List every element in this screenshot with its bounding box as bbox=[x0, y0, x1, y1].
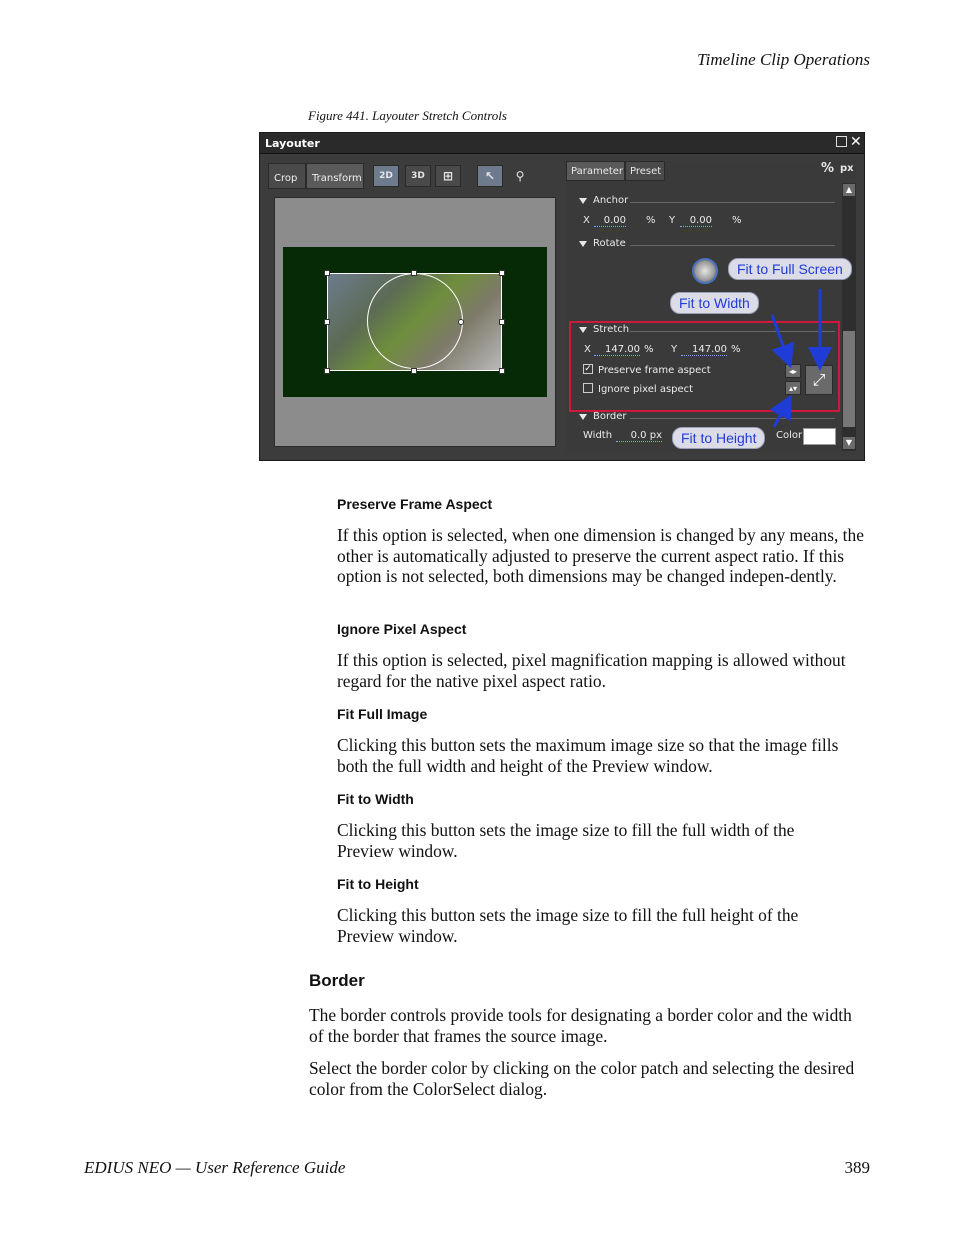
preserve-frame-aspect-checkbox[interactable]: ✓ bbox=[584, 364, 592, 374]
px-unit-toggle[interactable]: px bbox=[840, 163, 854, 174]
section-heading: Fit to Width bbox=[337, 791, 414, 807]
anchor-y-unit: % bbox=[732, 215, 742, 226]
stretch-label: Stretch bbox=[593, 324, 630, 335]
tab-preset[interactable]: Preset bbox=[625, 161, 665, 181]
section-heading: Fit to Height bbox=[337, 876, 419, 892]
fit-full-screen-button[interactable]: ⤢ bbox=[805, 365, 833, 395]
anchor-y-label: Y bbox=[669, 215, 676, 226]
section-body: If this option is selected, pixel magnification mapping is allowed without regard for the native pixel aspect ratio. bbox=[337, 650, 846, 691]
anchor-x-field[interactable]: 0.00 bbox=[594, 215, 626, 227]
section-body: Clicking this button sets the image size to fill the full width of the Preview window. bbox=[337, 820, 795, 861]
ignore-pixel-aspect-label: Ignore pixel aspect bbox=[598, 384, 694, 395]
tab-parameter[interactable]: Parameter bbox=[566, 161, 625, 181]
stretch-x-unit: % bbox=[644, 344, 654, 355]
tab-crop[interactable]: Crop bbox=[268, 163, 306, 189]
section-heading: Preserve Frame Aspect bbox=[337, 496, 493, 512]
border-width-label: Width bbox=[583, 430, 613, 441]
tab-transform[interactable]: Transform bbox=[306, 163, 364, 189]
border-paragraph: The border controls provide tools for designating a border color and the width of the border that frames the source image. bbox=[309, 1005, 852, 1046]
anchor-x-unit: % bbox=[646, 215, 656, 226]
border-heading: Border bbox=[309, 971, 365, 990]
pointer-icon[interactable]: ↖ bbox=[477, 165, 503, 187]
callout-fit-width: Fit to Width bbox=[670, 292, 759, 314]
figure-caption: Figure 441. Layouter Stretch Controls bbox=[308, 108, 507, 123]
zoom-icon[interactable]: ⚲ bbox=[507, 165, 533, 187]
anchor-y-field[interactable]: 0.00 bbox=[680, 215, 712, 227]
section-body: Clicking this button sets the maximum image size so that the image fills both the full width and height of the Preview window. bbox=[337, 735, 839, 776]
running-head: Timeline Clip Operations bbox=[697, 50, 870, 69]
fit-to-width-button[interactable]: ◂▸ bbox=[785, 364, 801, 378]
stretch-y-field[interactable]: 147.00 bbox=[681, 344, 727, 356]
grid-icon[interactable]: ⊞ bbox=[435, 165, 461, 187]
section-body: If this option is selected, when one dimension is changed by any means, the other is automatically adjusted to preserve the current aspect ratio. If this option is not selected, both dimensions may be changed indepen-dently. bbox=[337, 525, 864, 586]
window-title: Layouter bbox=[265, 137, 320, 150]
callout-fit-height: Fit to Height bbox=[672, 427, 765, 449]
callout-fit-full-screen: Fit to Full Screen bbox=[728, 258, 852, 280]
stretch-y-label: Y bbox=[671, 344, 678, 355]
stretch-y-unit: % bbox=[731, 344, 741, 355]
scroll-up-icon[interactable]: ▲ bbox=[843, 184, 855, 196]
scroll-down-icon[interactable]: ▼ bbox=[843, 437, 855, 449]
layouter-window bbox=[259, 132, 865, 461]
border-width-field[interactable]: 0.0 px bbox=[616, 430, 662, 442]
fit-to-height-button[interactable]: ▴▾ bbox=[785, 381, 801, 395]
border-label: Border bbox=[593, 411, 627, 422]
preserve-frame-aspect-label: Preserve frame aspect bbox=[598, 365, 711, 376]
page-number: 389 bbox=[844, 1158, 870, 1177]
section-body: Clicking this button sets the image size to fill the full height of the Preview window. bbox=[337, 905, 799, 946]
anchor-x-label: X bbox=[583, 215, 590, 226]
mode-2d-button[interactable]: 2D bbox=[373, 165, 399, 187]
rotate-label: Rotate bbox=[593, 238, 626, 249]
mode-3d-button[interactable]: 3D bbox=[405, 165, 431, 187]
stretch-x-label: X bbox=[584, 344, 591, 355]
callout-arrows bbox=[260, 133, 864, 460]
section-heading: Ignore Pixel Aspect bbox=[337, 621, 467, 637]
footer-title: EDIUS NEO — User Reference Guide bbox=[84, 1158, 346, 1177]
section-heading: Fit Full Image bbox=[337, 706, 428, 722]
stretch-x-field[interactable]: 147.00 bbox=[594, 344, 640, 356]
close-icon[interactable]: ✕ bbox=[850, 134, 862, 150]
anchor-label: Anchor bbox=[593, 195, 629, 206]
border-paragraph: Select the border color by clicking on the color patch and selecting the desired color from the ColorSelect dialog. bbox=[309, 1058, 855, 1099]
percent-unit-toggle[interactable]: % bbox=[821, 161, 835, 176]
border-color-label: Color bbox=[776, 430, 803, 441]
